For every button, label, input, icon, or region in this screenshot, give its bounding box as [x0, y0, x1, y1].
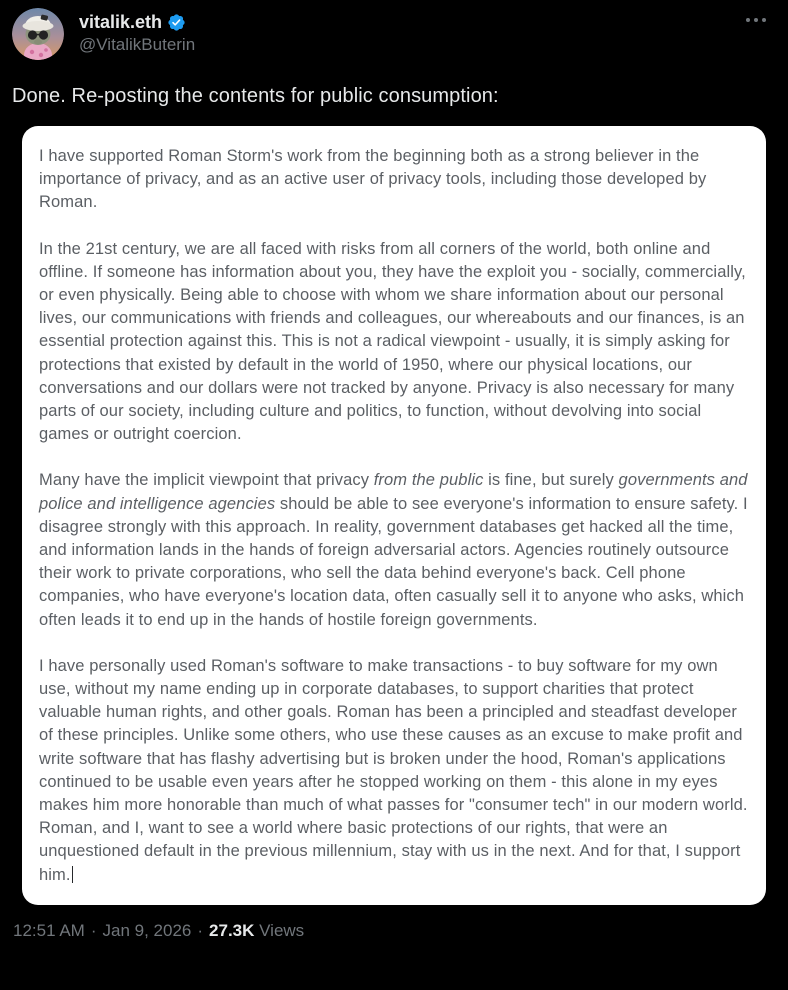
letter-paragraph	[39, 145, 749, 215]
post-time: 12:51 AM	[13, 920, 85, 940]
letter-text: I have supported Roman Storm's work from the beginning both as a strong believer in the importance of privacy, and as an active user of privacy tools, including those developed by Roman.	[39, 147, 707, 212]
verified-badge-icon	[167, 13, 186, 32]
author-display-name: vitalik.eth	[79, 12, 163, 32]
post-date: Jan 9, 2026	[102, 920, 192, 940]
views	[209, 920, 304, 942]
letter-text-italic: governments and police and intelligence agencies	[39, 471, 748, 513]
post-meta	[12, 920, 776, 942]
letter-text: Many have the implicit viewpoint that privacy	[39, 471, 374, 490]
letter-paragraph	[39, 238, 749, 447]
text-cursor	[72, 866, 74, 883]
letter-card[interactable]	[22, 126, 766, 905]
meta-separator: ·	[90, 920, 97, 940]
more-button[interactable]	[742, 14, 770, 26]
letter-text-italic: from the public	[373, 471, 484, 490]
avatar[interactable]	[12, 8, 64, 60]
letter-text: should be able to see everyone's information to ensure safety. I disagree strongly with this approach. In reality, government databases get hacked all the time, and information lands in the hands of foreign adversarial actors. Agencies routinely outsource their work to private corporations, who sell the data behind everyone's back. Cell phone companies, who have everyone's location data, often casually sell it to anyone who asks, which often leads it to end up in the hands of hostile foreign governments.	[39, 494, 748, 629]
views-label: Views	[259, 920, 305, 940]
letter-paragraph	[39, 469, 749, 631]
post-header	[12, 8, 776, 60]
letter-text: I have personally used Roman's software to make transactions - to buy software for my own use, without my name ending up in corporate databases, to support charities that protect valuable human rights, and other goals. Roman has been a principled and steadfast developer of these principles. Unlike some others, who use these causes as an excuse to make profit and write software that has flashy advertising but is broken under the hood, Roman's applications continued to be usable even years after he stopped working on them - this alone in my eyes makes him more honorable than much of what passes for "consumer tech" in our modern world. Roman, and I, want to see a world where basic protections of our rights, that were an unquestioned default in the previous millennium, stay with us in the next. And for that, I support him.	[39, 656, 748, 884]
letter-body	[39, 145, 749, 887]
more-horizontal-icon	[746, 18, 766, 22]
views-count: 27.3K	[209, 920, 255, 940]
letter-text: In the 21st century, we are all faced with risks from all corners of the world, both online and offline. If someone has information about you, they have the exploit you - socially, commercially, or even physically. Being able to choose with whom we share information about our personal lives, our communications with friends and colleagues, our whereabouts and our finances, is an essential protection against this. This is not a radical viewpoint - usually, it is simply asking for protections that existed by default in the world of 1950, where our physical locations, our conversations and our dollars were not tracked by anyone. Privacy is also necessary for many parts of our society, including culture and politics, to function, without devolving into social games or outright coercion.	[39, 239, 746, 444]
author-handle: @VitalikButerin	[79, 35, 196, 54]
avatar-image	[12, 8, 64, 60]
letter-text: is fine, but surely	[483, 471, 619, 490]
letter-paragraph	[39, 655, 749, 887]
author-link[interactable]	[79, 8, 195, 56]
meta-separator: ·	[197, 920, 204, 940]
tweet-text: Done. Re-posting the contents for public consumption:	[12, 85, 499, 107]
